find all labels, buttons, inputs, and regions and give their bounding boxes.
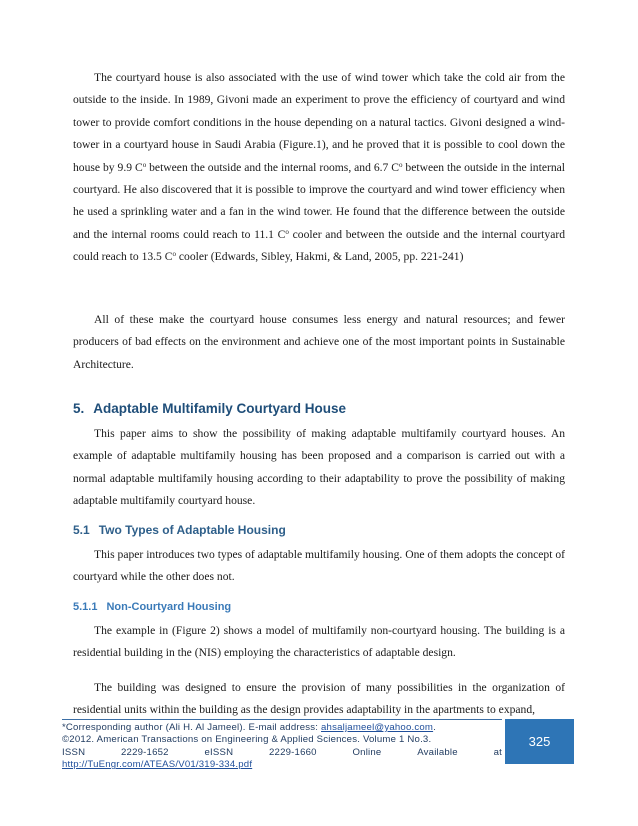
footer-url-row bbox=[62, 759, 502, 771]
footer-notes bbox=[62, 722, 502, 772]
footer-divider bbox=[62, 719, 502, 720]
author-email-link[interactable]: ahsaljameel@yahoo.com bbox=[321, 722, 434, 733]
page-number: 325 bbox=[528, 734, 551, 749]
footer-issn-row: ISSN 2229-1652 eISSN 2229-1660 Online Available at bbox=[62, 746, 502, 758]
section-heading-5-1-1: 5.1.1 Non-Courtyard Housing bbox=[73, 601, 232, 613]
footer-journal-info: ©2012. American Transactions on Engineering & Applied Sciences. Volume 1 No.3. bbox=[62, 734, 432, 746]
article-pdf-link[interactable]: http://TuEngr.com/ATEAS/V01/319-334.pdf bbox=[62, 759, 253, 771]
section-heading-5: 5. Adaptable Multifamily Courtyard House bbox=[73, 401, 347, 416]
paragraph-building-design: The building was designed to ensure the provision of many possibilities in the organization of residential units within the building as the design provides adaptability in the apartments to expand, bbox=[73, 681, 565, 717]
paragraph-example-figure-2: The example in (Figure 2) shows a model of multifamily non-courtyard housing. The building is a residential building in the (NIS) employing the characteristics of adaptable design. bbox=[73, 624, 565, 660]
paragraph-two-types: This paper introduces two types of adaptable multifamily housing. One of them adopts the concept of courtyard while the other does not. bbox=[73, 548, 565, 584]
footer-corresponding-author: *Corresponding author (Ali H. Al Jameel). E-mail address: ahsaljameel@yahoo.com. bbox=[62, 722, 436, 733]
paragraph-sustainable: All of these make the courtyard house consumes less energy and natural resources; and fewer producers of bad effects on the environment and achieve one of the most important points in Sustainable Architecture. bbox=[73, 313, 565, 371]
section-heading-5-1: 5.1 Two Types of Adaptable Housing bbox=[73, 523, 286, 537]
paragraph-wind-tower: The courtyard house is also associated with the use of wind tower which take the cold air from the outside to the inside. In 1989, Givoni made an experiment to prove the efficiency of courtyard and wind tower to provide comfort conditions in the house depending on a natural tactics. Givoni designed a wind-tower in a courtyard house in Saudi Arabia (Figure.1), and he proved that it is possible to cool down the house by 9.9 $C^o$ between the outside and the internal rooms, and 6.7 $C^o$ between the outside in the internal courtyard. He also discovered that it is possible to improve the courtyard and wind tower efficiency when he used a sprinkling water and a fan in the wind tower. He found that the difference between the outside and the internal rooms could reach to 11.1 $C^o$ cooler and between the outside and the internal courtyard could reach to 13.5 $C^o$ cooler (Edwards, Sibley, Hakmi, & Land, 2005, pp. 221-241) bbox=[73, 71, 566, 264]
paragraph-paper-aims: This paper aims to show the possibility of making adaptable multifamily courtyard houses. An example of adaptable multifamily housing has been proposed and a comparison is carried out with a normal adaptable multifamily housing according to their adaptability to prove the possibility of making adaptable multifamily courtyard house. bbox=[73, 427, 565, 508]
page-number-badge bbox=[505, 719, 574, 764]
copyright-icon: © bbox=[62, 734, 70, 746]
